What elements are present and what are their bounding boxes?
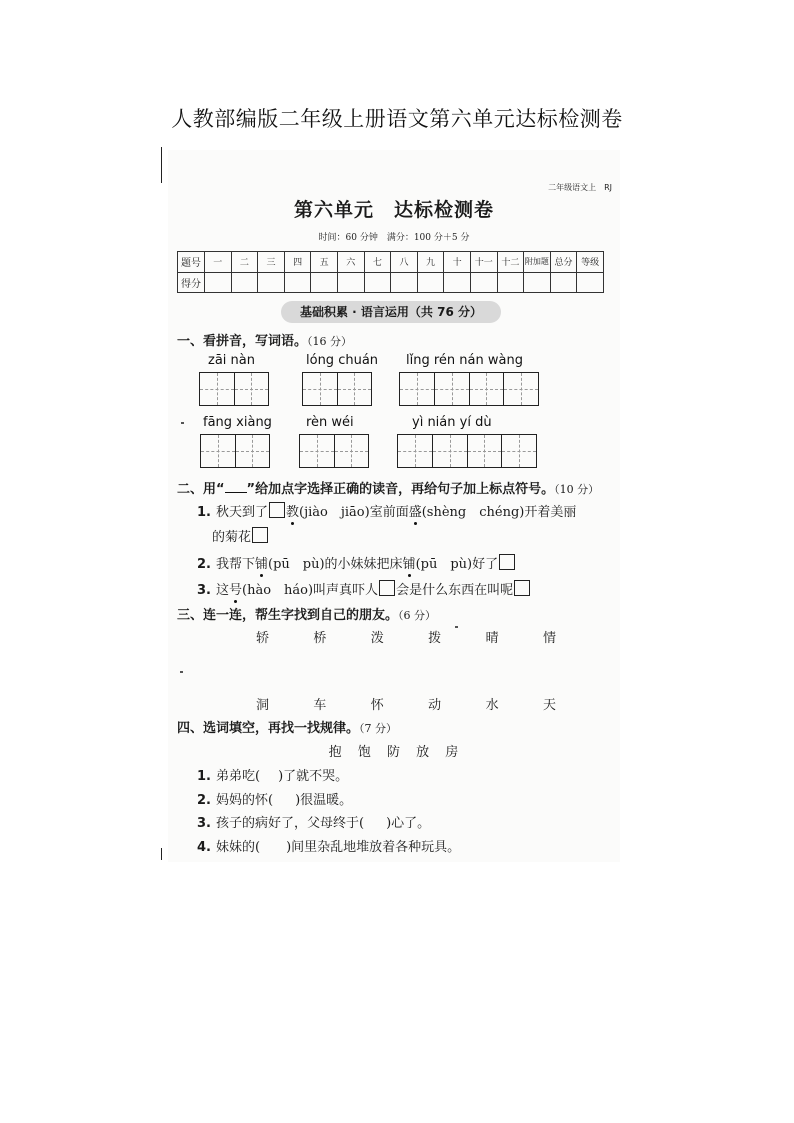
score-cell[interactable]: [577, 272, 604, 293]
match-char[interactable]: 怀: [370, 698, 384, 713]
score-cell[interactable]: [337, 272, 364, 293]
punctuation-box[interactable]: [514, 580, 530, 596]
match-char[interactable]: 车: [313, 698, 327, 713]
question-2-item: 3. 这号(hào háo)叫声真吓人 会是什么东西在叫呢: [197, 579, 531, 598]
score-cell[interactable]: [550, 272, 577, 293]
score-cell[interactable]: [311, 272, 338, 293]
bank-word: 防: [386, 745, 401, 760]
pinyin-label: lóng chuán: [306, 353, 379, 368]
pinyin-label: lǐng rén nán wàng: [406, 353, 523, 368]
score-col: 二: [231, 252, 258, 273]
grid-cell[interactable]: [235, 373, 269, 405]
score-cell[interactable]: [205, 272, 232, 293]
question-3-title: 三、连一连，帮生字找到自己的朋友。（6 分）: [177, 608, 437, 623]
punctuation-box[interactable]: [379, 580, 395, 596]
scan-speck: [455, 626, 458, 628]
grid-cell[interactable]: [398, 435, 433, 467]
exam-title: 第六单元 达标检测卷: [293, 199, 494, 221]
dotted-char: 号: [229, 583, 243, 598]
question-4-item: 3. 孩子的病好了，父母终于( )心了。: [197, 816, 431, 831]
underline-sample: [225, 481, 247, 493]
pinyin-label: yì nián yí dù: [412, 415, 492, 430]
question-1-points: （16 分）: [307, 335, 353, 348]
question-4-title: 四、选词填空，再找一找规律。（7 分）: [177, 721, 398, 736]
bank-word: 抱: [328, 745, 343, 760]
bank-word: 放: [416, 745, 431, 760]
match-char[interactable]: 情: [542, 631, 556, 646]
grid-cell[interactable]: [504, 373, 538, 405]
question-2-item: 2. 我帮下铺(pū pù)的小妹妹把床铺(pū pù)好了: [197, 553, 516, 572]
score-col: 六: [337, 252, 364, 273]
dotted-char: 盛: [408, 505, 422, 520]
bank-word: 房: [445, 745, 460, 760]
writing-grid[interactable]: [399, 372, 539, 406]
grid-cell[interactable]: [303, 373, 338, 405]
score-table: [177, 251, 604, 293]
section-banner: 基础积累 · 语言运用（共 76 分）: [281, 301, 501, 323]
scan-speck: [180, 671, 183, 673]
score-col: 三: [258, 252, 285, 273]
question-3-points: （6 分）: [398, 609, 437, 622]
score-cell[interactable]: [470, 272, 497, 293]
question-2-points: （10 分）: [554, 483, 600, 496]
match-char[interactable]: 拨: [428, 631, 442, 646]
bank-word: 饱: [357, 745, 372, 760]
score-cell[interactable]: [497, 272, 524, 293]
grid-cell[interactable]: [470, 373, 505, 405]
grade-tag: 二年级语文上 RJ: [548, 183, 612, 192]
score-col: 等级: [577, 252, 604, 273]
writing-grid[interactable]: [199, 372, 269, 406]
punctuation-box[interactable]: [499, 554, 515, 570]
dotted-char: 教: [286, 505, 300, 520]
dotted-char: 铺: [402, 557, 416, 572]
pinyin-label: zāi nàn: [208, 353, 255, 368]
match-char[interactable]: 桥: [313, 631, 327, 646]
match-char[interactable]: 泼: [370, 631, 384, 646]
dotted-char: 铺: [255, 557, 269, 572]
score-col: 一: [205, 252, 232, 273]
scan-edge-mark: [161, 147, 162, 183]
question-4-item: 2. 妈妈的怀( )很温暖。: [197, 793, 353, 808]
match-char[interactable]: 晴: [485, 631, 499, 646]
grid-cell[interactable]: [468, 435, 503, 467]
exam-scan: [168, 150, 620, 862]
score-table-label: 得分: [178, 272, 205, 293]
score-col: 十: [444, 252, 471, 273]
grid-cell[interactable]: [502, 435, 536, 467]
writing-grid[interactable]: [397, 434, 537, 468]
pinyin-label: fāng xiàng: [203, 415, 272, 430]
score-cell[interactable]: [417, 272, 444, 293]
grid-cell[interactable]: [300, 435, 335, 467]
score-col: 四: [284, 252, 311, 273]
punctuation-box[interactable]: [269, 502, 285, 518]
question-4-item: 1. 弟弟吃( )了就不哭。: [197, 769, 349, 784]
match-bottom-row: [256, 694, 556, 713]
score-cell[interactable]: [391, 272, 418, 293]
writing-grid[interactable]: [299, 434, 369, 468]
match-char[interactable]: 轿: [256, 631, 270, 646]
score-cell[interactable]: [284, 272, 311, 293]
writing-grid[interactable]: [200, 434, 270, 468]
grid-cell[interactable]: [400, 373, 435, 405]
grid-cell[interactable]: [200, 373, 235, 405]
match-char[interactable]: 水: [485, 698, 499, 713]
score-cell[interactable]: [231, 272, 258, 293]
score-table-score-row: [178, 272, 604, 293]
document-title: 人教部编版二年级上册语文第六单元达标检测卷: [171, 107, 623, 131]
match-char[interactable]: 动: [428, 698, 442, 713]
exam-meta: 时间：60 分钟 满分：100 分＋5 分: [318, 233, 470, 243]
score-col: 五: [311, 252, 338, 273]
grid-cell[interactable]: [236, 435, 270, 467]
question-4-item: 4. 妹妹的( )间里杂乱地堆放着各种玩具。: [197, 840, 461, 855]
score-col: 附加题: [524, 252, 551, 273]
grid-cell[interactable]: [338, 373, 372, 405]
question-1-title: 一、看拼音，写词语。（16 分）: [177, 334, 353, 349]
grid-cell[interactable]: [335, 435, 369, 467]
question-2-title: 二、用“ ”给加点字选择正确的读音，再给句子加上标点符号。（10 分）: [177, 482, 600, 497]
score-table-label: 题号: [178, 252, 205, 273]
score-cell[interactable]: [258, 272, 285, 293]
writing-grid[interactable]: [302, 372, 372, 406]
score-col: 十一: [470, 252, 497, 273]
question-2-item-continued: 的菊花: [212, 526, 269, 545]
score-col: 十二: [497, 252, 524, 273]
score-col: 七: [364, 252, 391, 273]
score-col: 八: [391, 252, 418, 273]
scan-speck: [181, 422, 184, 424]
score-cell[interactable]: [524, 272, 551, 293]
punctuation-box[interactable]: [252, 527, 268, 543]
scan-edge-mark: [161, 848, 162, 860]
score-col: 九: [417, 252, 444, 273]
word-bank: [168, 741, 620, 760]
match-char[interactable]: 天: [542, 698, 556, 713]
score-cell[interactable]: [444, 272, 471, 293]
question-2-item: 1. 秋天到了 教(jiào jiāo)室前面盛(shèng chéng)开着美丽: [197, 501, 576, 520]
match-top-row: [256, 627, 556, 646]
grid-cell[interactable]: [433, 435, 468, 467]
score-col: 总分: [550, 252, 577, 273]
grid-cell[interactable]: [435, 373, 470, 405]
score-table-header-row: [178, 252, 604, 273]
score-cell[interactable]: [364, 272, 391, 293]
match-char[interactable]: 洞: [256, 698, 270, 713]
question-4-points: （7 分）: [359, 722, 398, 735]
grid-cell[interactable]: [201, 435, 236, 467]
pinyin-label: rèn wéi: [306, 415, 354, 430]
